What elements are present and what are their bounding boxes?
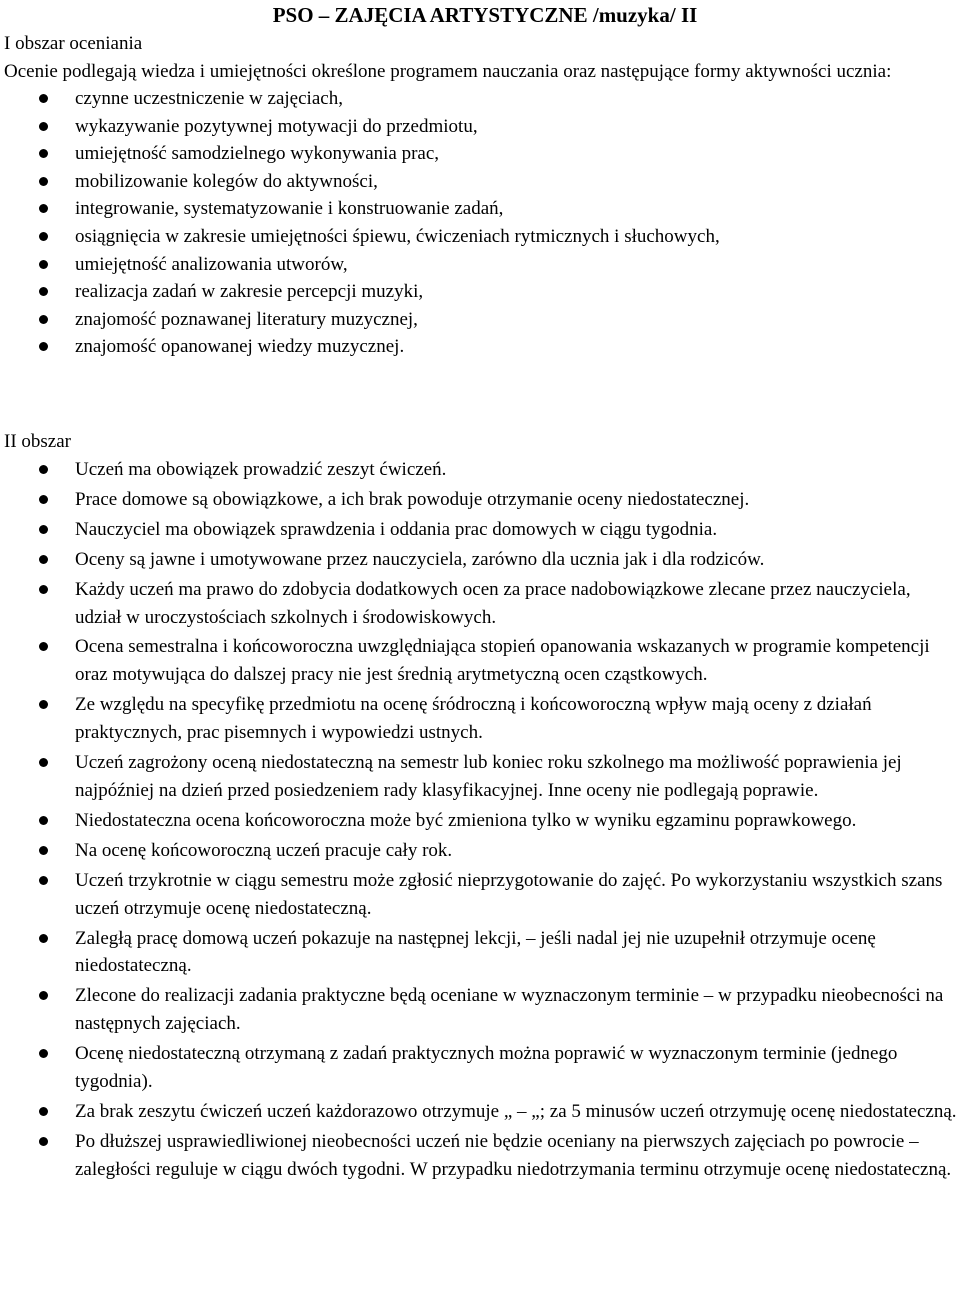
list-item: znajomość poznawanej literatury muzycznej,: [4, 306, 960, 334]
bullet-icon: [39, 846, 48, 855]
section-assessment-area: [4, 30, 960, 361]
bullet-icon: [39, 642, 48, 651]
list-item: Ze względu na specyfikę przedmiotu na ocenę śródroczną i końcoworoczną wpływ mają oceny z działań praktycznych, prac pisemnych i wypowiedzi ustnych.: [4, 691, 960, 747]
bullet-icon: [39, 1137, 48, 1146]
list-item: wykazywanie pozytywnej motywacji do przedmiotu,: [4, 113, 960, 141]
bullet-icon: [39, 991, 48, 1000]
list-item: umiejętność samodzielnego wykonywania prac,: [4, 140, 960, 168]
bullet-icon: [39, 204, 48, 213]
bullet-icon: [39, 287, 48, 296]
list-item: realizacja zadań w zakresie percepcji muzyki,: [4, 278, 960, 306]
list-item: Za brak zeszytu ćwiczeń uczeń każdorazowo otrzymuje „ – „; za 5 minusów uczeń otrzymuję ocenę niedostateczną.: [4, 1098, 960, 1126]
bullet-icon: [39, 94, 48, 103]
bullet-icon: [39, 465, 48, 474]
list-item: Niedostateczna ocena końcoworoczna może być zmieniona tylko w wyniku egzaminu poprawkowego.: [4, 807, 960, 835]
list-item: Po dłuższej usprawiedliwionej nieobecności uczeń nie będzie oceniany na pierwszych zajęciach po powrocie – zaległości reguluje w ciągu dwóch tygodni. W przypadku niedotrzymania terminu otrzymuje ocenę niedostateczną.: [4, 1128, 960, 1184]
list-item: Ocena semestralna i końcoworoczna uwzględniająca stopień opanowania wskazanych w programie kompetencji oraz motywująca do dalszej pracy nie jest średnią arytmetyczną ocen cząstkowych.: [4, 633, 960, 689]
list-item: Uczeń trzykrotnie w ciągu semestru może zgłosić nieprzygotowanie do zajęć. Po wykorzystaniu wszystkich szans uczeń otrzymuje ocenę niedostateczną.: [4, 867, 960, 923]
list-item: znajomość opanowanej wiedzy muzycznej.: [4, 333, 960, 361]
list-item: Oceny są jawne i umotywowane przez nauczyciela, zarówno dla ucznia jak i dla rodziców.: [4, 546, 960, 574]
document-title: PSO – ZAJĘCIA ARTYSTYCZNE /muzyka/ II: [272, 3, 698, 27]
bullet-icon: [39, 525, 48, 534]
section-1-intro: Ocenie podlegają wiedza i umiejętności określone programem nauczania oraz następujące formy aktywności ucznia:: [4, 60, 892, 82]
list-item: mobilizowanie kolegów do aktywności,: [4, 168, 960, 196]
list-item: Zaległą pracę domową uczeń pokazuje na następnej lekcji, – jeśli nadal jej nie uzupełnił otrzymuje ocenę niedostateczną.: [4, 925, 960, 981]
bullet-icon: [39, 495, 48, 504]
list-item: czynne uczestniczenie w zajęciach,: [4, 85, 960, 113]
list-item: osiągnięcia w zakresie umiejętności śpiewu, ćwiczeniach rytmicznych i słuchowych,: [4, 223, 960, 251]
bullet-icon: [39, 816, 48, 825]
list-item: umiejętność analizowania utworów,: [4, 251, 960, 279]
section-1-list: [4, 85, 960, 361]
bullet-icon: [39, 232, 48, 241]
bullet-icon: [39, 585, 48, 594]
bullet-icon: [39, 149, 48, 158]
bullet-icon: [39, 122, 48, 131]
bullet-icon: [39, 934, 48, 943]
bullet-icon: [39, 1107, 48, 1116]
section-1-heading: I obszar oceniania: [4, 33, 143, 54]
bullet-icon: [39, 260, 48, 269]
list-item: integrowanie, systematyzowanie i konstruowanie zadań,: [4, 195, 960, 223]
section-2-list: [4, 456, 960, 1184]
list-item: Na ocenę końcoworoczną uczeń pracuje cały rok.: [4, 837, 960, 865]
bullet-icon: [39, 177, 48, 186]
bullet-icon: [39, 700, 48, 709]
list-item: Uczeń zagrożony oceną niedostateczną na semestr lub koniec roku szkolnego ma możliwość poprawienia jej najpóźniej na dzień przed posiedzeniem rady klasyfikacyjnej. Inne oceny nie podlegają poprawie.: [4, 749, 960, 805]
bullet-icon: [39, 555, 48, 564]
bullet-icon: [39, 1049, 48, 1058]
section-2-heading: II obszar: [4, 431, 71, 452]
list-item: Nauczyciel ma obowiązek sprawdzenia i oddania prac domowych w ciągu tygodnia.: [4, 516, 960, 544]
list-item: Uczeń ma obowiązek prowadzić zeszyt ćwiczeń.: [4, 456, 960, 484]
list-item: Każdy uczeń ma prawo do zdobycia dodatkowych ocen za prace nadobowiązkowe zlecane przez nauczyciela, udział w uroczystościach szkolnych i środowiskowych.: [4, 576, 960, 632]
section-rules-area: [4, 428, 960, 1184]
bullet-icon: [39, 876, 48, 885]
bullet-icon: [39, 758, 48, 767]
list-item: Ocenę niedostateczną otrzymaną z zadań praktycznych można poprawić w wyznaczonym terminie (jednego tygodnia).: [4, 1040, 960, 1096]
list-item: Zlecone do realizacji zadania praktyczne będą oceniane w wyznaczonym terminie – w przypadku nieobecności na następnych zajęciach.: [4, 982, 960, 1038]
bullet-icon: [39, 315, 48, 324]
bullet-icon: [39, 342, 48, 351]
list-item: Prace domowe są obowiązkowe, a ich brak powoduje otrzymanie oceny niedostatecznej.: [4, 486, 960, 514]
